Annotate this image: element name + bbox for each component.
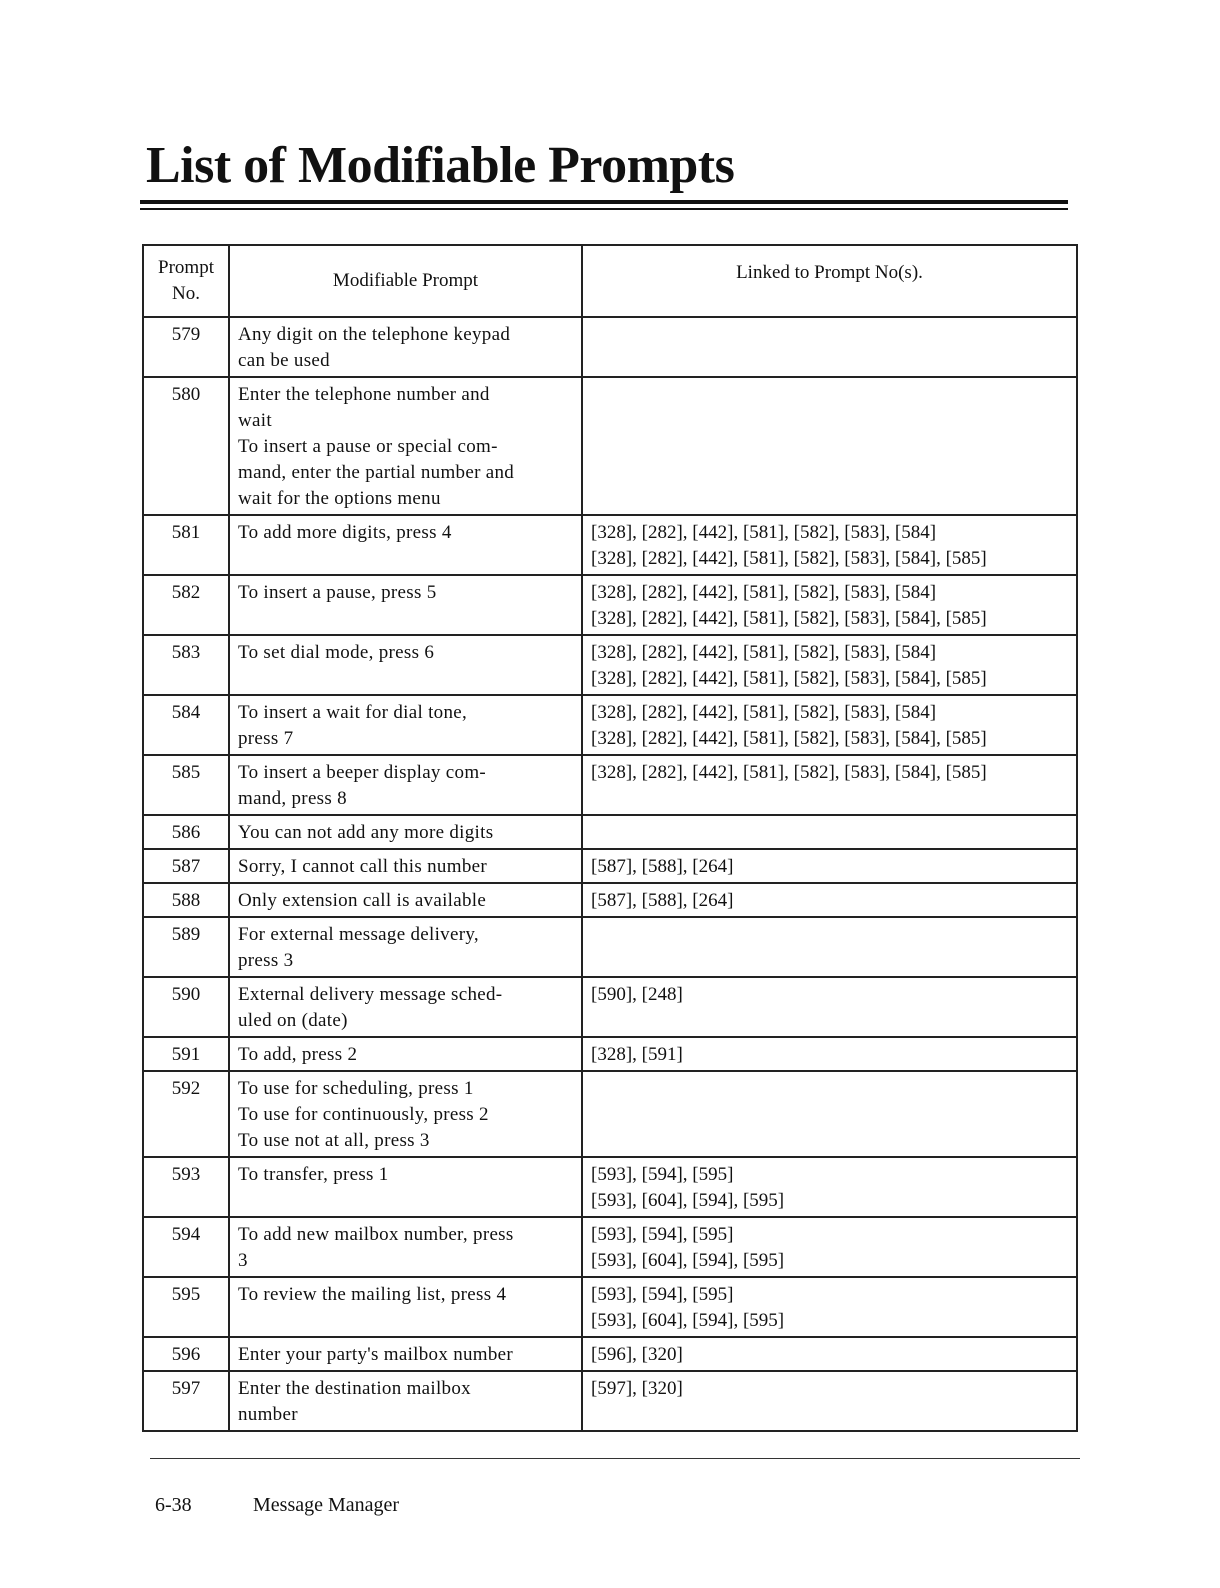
prompt-text — [229, 1157, 582, 1217]
prompt-number: 591 — [143, 1037, 229, 1071]
prompt-text — [229, 849, 582, 883]
linked-prompts — [582, 317, 1077, 377]
table-row — [143, 635, 1077, 695]
linked-prompts — [582, 755, 1077, 815]
prompt-line: Only extension call is available — [238, 890, 487, 911]
prompt-line: To insert a pause or special com- — [238, 436, 498, 457]
table-row — [143, 317, 1077, 377]
table-row — [143, 1157, 1077, 1217]
prompt-text — [229, 515, 582, 575]
table-row — [143, 1371, 1077, 1431]
linked-prompts — [582, 1371, 1077, 1431]
linked-prompts — [582, 1337, 1077, 1371]
prompt-line: Enter the destination mailbox — [238, 1378, 471, 1399]
linked-line: [328], [282], [442], [581], [582], [583], [584], [585] — [591, 762, 987, 783]
prompt-text — [229, 1217, 582, 1277]
prompt-line: To use not at all, press 3 — [238, 1130, 430, 1151]
prompt-line: mand, press 8 — [238, 788, 347, 809]
prompt-line: To insert a pause, press 5 — [238, 582, 437, 603]
linked-line: [593], [604], [594], [595] — [591, 1310, 785, 1331]
header-prompt-no: Prompt No. — [143, 245, 229, 317]
prompt-text — [229, 1337, 582, 1371]
prompt-line: To add new mailbox number, press — [238, 1224, 514, 1245]
linked-prompts — [582, 635, 1077, 695]
linked-line: [328], [282], [442], [581], [582], [583], [584] — [591, 582, 937, 603]
prompt-line: To add more digits, press 4 — [238, 522, 452, 543]
prompt-text — [229, 977, 582, 1037]
prompt-line: To use for continuously, press 2 — [238, 1104, 489, 1125]
table-row — [143, 1217, 1077, 1277]
prompt-line: To use for scheduling, press 1 — [238, 1078, 474, 1099]
table-row — [143, 815, 1077, 849]
prompt-text — [229, 815, 582, 849]
prompt-line: can be used — [238, 350, 330, 371]
prompt-line: External delivery message sched- — [238, 984, 503, 1005]
table-row — [143, 1071, 1077, 1157]
linked-prompts — [582, 1277, 1077, 1337]
prompt-text — [229, 755, 582, 815]
title-rule — [140, 200, 1068, 204]
linked-line: [328], [282], [442], [581], [582], [583], [584], [585] — [591, 728, 987, 749]
prompt-number: 588 — [143, 883, 229, 917]
prompt-line: For external message delivery, — [238, 924, 479, 945]
prompt-line: wait for the options menu — [238, 488, 441, 509]
linked-prompts — [582, 515, 1077, 575]
prompt-line: To add, press 2 — [238, 1044, 358, 1065]
linked-prompts — [582, 883, 1077, 917]
prompt-line: To set dial mode, press 6 — [238, 642, 435, 663]
linked-prompts — [582, 1157, 1077, 1217]
prompt-line: uled on (date) — [238, 1010, 348, 1031]
prompt-line: Enter your party's mailbox number — [238, 1344, 514, 1365]
prompt-number: 587 — [143, 849, 229, 883]
table-header-row — [143, 245, 1077, 317]
linked-line: [328], [282], [442], [581], [582], [583], [584], [585] — [591, 548, 987, 569]
table-row — [143, 849, 1077, 883]
page-number: 6-38 — [155, 1494, 192, 1516]
prompt-number: 584 — [143, 695, 229, 755]
prompt-line: press 7 — [238, 728, 294, 749]
table-row — [143, 917, 1077, 977]
table-row — [143, 515, 1077, 575]
prompt-text — [229, 1371, 582, 1431]
prompt-number: 592 — [143, 1071, 229, 1157]
linked-prompts — [582, 1071, 1077, 1157]
prompt-number: 585 — [143, 755, 229, 815]
prompt-number: 597 — [143, 1371, 229, 1431]
prompt-line: You can not add any more digits — [238, 822, 494, 843]
linked-prompts — [582, 815, 1077, 849]
section-name: Message Manager — [253, 1494, 400, 1516]
prompt-line: 3 — [238, 1250, 248, 1271]
linked-line: [593], [594], [595] — [591, 1284, 734, 1305]
prompt-number: 581 — [143, 515, 229, 575]
footer-rule — [150, 1458, 1080, 1459]
prompt-text — [229, 635, 582, 695]
table-row — [143, 377, 1077, 515]
linked-line: [587], [588], [264] — [591, 890, 734, 911]
linked-prompts — [582, 1217, 1077, 1277]
prompt-number: 583 — [143, 635, 229, 695]
linked-prompts — [582, 849, 1077, 883]
prompt-text — [229, 883, 582, 917]
prompt-line: number — [238, 1404, 298, 1425]
header-modifiable-prompt: Modifiable Prompt — [229, 245, 582, 317]
prompt-text — [229, 917, 582, 977]
prompt-text — [229, 575, 582, 635]
prompt-line: press 3 — [238, 950, 294, 971]
linked-line: [328], [591] — [591, 1044, 683, 1065]
linked-line: [587], [588], [264] — [591, 856, 734, 877]
prompt-number: 580 — [143, 377, 229, 515]
prompt-line: wait — [238, 410, 272, 431]
prompt-text — [229, 317, 582, 377]
prompt-number: 596 — [143, 1337, 229, 1371]
table-row — [143, 1277, 1077, 1337]
linked-line: [593], [604], [594], [595] — [591, 1250, 785, 1271]
linked-line: [590], [248] — [591, 984, 683, 1005]
prompt-number: 593 — [143, 1157, 229, 1217]
prompt-text — [229, 695, 582, 755]
table-row — [143, 755, 1077, 815]
table-row — [143, 1337, 1077, 1371]
prompt-text — [229, 377, 582, 515]
prompt-text — [229, 1277, 582, 1337]
prompt-number: 579 — [143, 317, 229, 377]
table-row — [143, 977, 1077, 1037]
title-rule-thin — [140, 208, 1068, 210]
table-row — [143, 575, 1077, 635]
prompt-number: 594 — [143, 1217, 229, 1277]
prompt-number: 590 — [143, 977, 229, 1037]
prompt-number: 595 — [143, 1277, 229, 1337]
prompt-line: Sorry, I cannot call this number — [238, 856, 487, 877]
prompt-line: Any digit on the telephone keypad — [238, 324, 511, 345]
prompt-line: To transfer, press 1 — [238, 1164, 389, 1185]
linked-line: [593], [604], [594], [595] — [591, 1190, 785, 1211]
linked-prompts — [582, 575, 1077, 635]
linked-line: [328], [282], [442], [581], [582], [583], [584], [585] — [591, 668, 987, 689]
prompt-line: Enter the telephone number and — [238, 384, 490, 405]
linked-prompts — [582, 917, 1077, 977]
linked-line: [597], [320] — [591, 1378, 683, 1399]
linked-prompts — [582, 377, 1077, 515]
prompt-number: 582 — [143, 575, 229, 635]
header-linked-prompts: Linked to Prompt No(s). — [582, 245, 1077, 317]
prompt-text — [229, 1037, 582, 1071]
linked-prompts — [582, 977, 1077, 1037]
prompts-table — [142, 244, 1078, 1432]
table-row — [143, 695, 1077, 755]
linked-line: [328], [282], [442], [581], [582], [583], [584], [585] — [591, 608, 987, 629]
prompt-line: To insert a wait for dial tone, — [238, 702, 468, 723]
linked-prompts — [582, 1037, 1077, 1071]
linked-prompts — [582, 695, 1077, 755]
linked-line: [328], [282], [442], [581], [582], [583], [584] — [591, 642, 937, 663]
linked-line: [328], [282], [442], [581], [582], [583], [584] — [591, 522, 937, 543]
table-row — [143, 883, 1077, 917]
linked-line: [596], [320] — [591, 1344, 683, 1365]
linked-line: [593], [594], [595] — [591, 1224, 734, 1245]
linked-line: [593], [594], [595] — [591, 1164, 734, 1185]
prompt-line: mand, enter the partial number and — [238, 462, 515, 483]
prompt-number: 586 — [143, 815, 229, 849]
page-title: List of Modifiable Prompts — [146, 137, 735, 194]
table-row — [143, 1037, 1077, 1071]
linked-line: [328], [282], [442], [581], [582], [583], [584] — [591, 702, 937, 723]
prompt-text — [229, 1071, 582, 1157]
prompt-line: To review the mailing list, press 4 — [238, 1284, 507, 1305]
prompt-number: 589 — [143, 917, 229, 977]
prompt-line: To insert a beeper display com- — [238, 762, 487, 783]
